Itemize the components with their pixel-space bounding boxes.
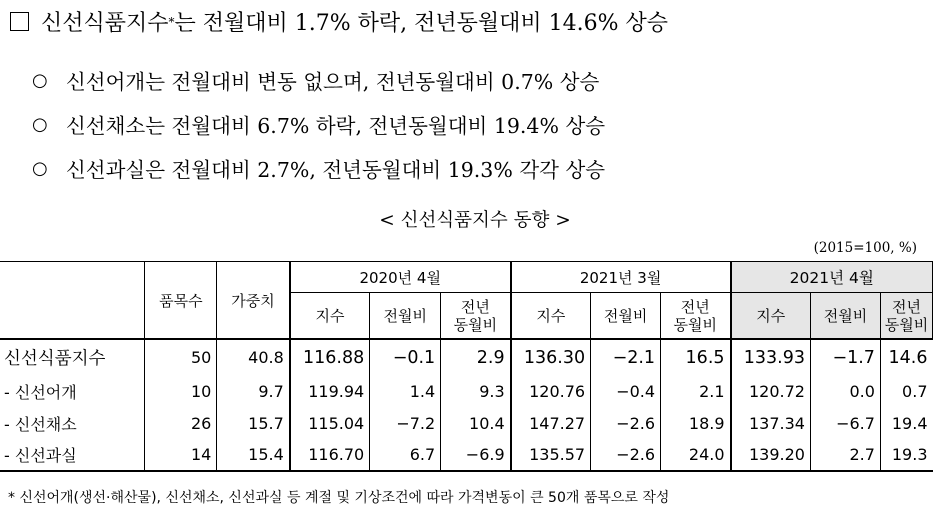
mom-cell: −2.6 — [591, 439, 661, 471]
yoy-cell: 2.9 — [441, 339, 511, 375]
bullet-text: 신선과실은 전월대비 2.7%, 전년동월대비 19.3% 각각 상승 — [66, 158, 606, 182]
footnote: * 신선어개(생선·해산물), 신선채소, 신선과실 등 계절 및 기상조건에 따라 가격변동이 큰 50개 품목으로 작성 — [8, 490, 670, 506]
index-cell: 137.34 — [731, 407, 811, 439]
circle-bullet-icon: ○ — [32, 69, 48, 91]
checkbox-icon — [10, 12, 29, 31]
yoy-cell: 2.1 — [661, 375, 731, 407]
index-cell: 133.93 — [731, 339, 811, 375]
table-title: < 신선식품지수 동향 > — [379, 210, 571, 231]
index-cell: 139.20 — [731, 439, 811, 471]
yoy-cell: −6.9 — [441, 439, 511, 471]
mom-cell: −6.7 — [810, 407, 880, 439]
item-count-header: 품목수 — [145, 262, 217, 340]
mom-cell: −0.1 — [370, 339, 441, 375]
headline-subject: 신선식품지수 — [41, 11, 169, 36]
weight-cell: 15.7 — [217, 407, 290, 439]
mom-cell: −0.4 — [591, 375, 661, 407]
headline-footnote-mark: * — [168, 14, 175, 29]
period-header: 2020년 4월 — [290, 262, 511, 293]
row-name: - 신선과실 — [0, 439, 145, 471]
bullet-item — [32, 146, 605, 190]
yoy-cell: 19.4 — [880, 407, 932, 439]
weight-cell: 9.7 — [217, 375, 290, 407]
mom-cell: 2.7 — [810, 439, 880, 471]
mom-cell: −2.6 — [591, 407, 661, 439]
period-header: 2021년 3월 — [511, 262, 731, 293]
headline-rest: 는 전월대비 1.7% 하락, 전년동월대비 14.6% 상승 — [174, 11, 669, 36]
yoy-cell: 10.4 — [441, 407, 511, 439]
table-row — [0, 439, 933, 471]
index-cell: 120.76 — [511, 375, 591, 407]
bullet-item — [32, 102, 605, 146]
index-cell: 115.04 — [290, 407, 370, 439]
table-row — [0, 407, 933, 439]
index-subheader: 지수 — [290, 293, 370, 340]
table-row — [0, 375, 933, 407]
yoy-cell: 19.3 — [880, 439, 932, 471]
index-cell: 135.57 — [511, 439, 591, 471]
bullet-list — [32, 58, 605, 190]
circle-bullet-icon: ○ — [32, 113, 48, 135]
period-header-current: 2021년 4월 — [731, 262, 933, 293]
index-cell: 116.88 — [290, 339, 370, 375]
index-cell: 120.72 — [731, 375, 811, 407]
weight-cell: 15.4 — [217, 439, 290, 471]
mom-cell: −1.7 — [810, 339, 880, 375]
fresh-food-index-table — [0, 261, 933, 472]
yoy-cell: 14.6 — [880, 339, 932, 375]
yoy-subheader: 전년 동월비 — [441, 293, 511, 340]
index-subheader: 지수 — [511, 293, 591, 340]
item-count-cell: 14 — [145, 439, 217, 471]
index-cell: 136.30 — [511, 339, 591, 375]
index-cell: 147.27 — [511, 407, 591, 439]
weight-header: 가중치 — [217, 262, 290, 340]
index-subheader: 지수 — [731, 293, 811, 340]
mom-cell: 6.7 — [370, 439, 441, 471]
mom-cell: 1.4 — [370, 375, 441, 407]
row-name: - 신선채소 — [4, 414, 77, 434]
row-name: - 신선어개 — [4, 382, 77, 402]
bullet-text: 신선어개는 전월대비 변동 없으며, 전년동월대비 0.7% 상승 — [66, 70, 600, 94]
bullet-text: 신선채소는 전월대비 6.7% 하락, 전년동월대비 19.4% 상승 — [66, 114, 606, 138]
table-unit: (2015=100, %) — [813, 240, 917, 256]
yoy-cell: 9.3 — [441, 375, 511, 407]
item-column-header — [0, 262, 145, 340]
item-count-cell: 26 — [145, 407, 217, 439]
yoy-cell: 18.9 — [661, 407, 731, 439]
item-count-cell: 10 — [145, 375, 217, 407]
mom-subheader: 전월비 — [370, 293, 441, 340]
yoy-subheader: 전년 동월비 — [880, 293, 932, 340]
yoy-cell: 16.5 — [661, 339, 731, 375]
yoy-cell: 24.0 — [661, 439, 731, 471]
index-cell: 116.70 — [290, 439, 370, 471]
yoy-cell: 0.7 — [880, 375, 932, 407]
item-count-cell: 50 — [145, 339, 217, 375]
row-name: 신선식품지수 — [0, 339, 145, 375]
mom-subheader: 전월비 — [810, 293, 880, 340]
circle-bullet-icon: ○ — [32, 157, 48, 179]
weight-cell: 40.8 — [217, 339, 290, 375]
mom-cell: −7.2 — [370, 407, 441, 439]
headline — [10, 6, 668, 37]
table-row-total — [0, 339, 933, 375]
mom-subheader: 전월비 — [591, 293, 661, 340]
yoy-subheader: 전년 동월비 — [661, 293, 731, 340]
index-cell: 119.94 — [290, 375, 370, 407]
bullet-item — [32, 58, 605, 102]
mom-cell: −2.1 — [591, 339, 661, 375]
mom-cell: 0.0 — [810, 375, 880, 407]
